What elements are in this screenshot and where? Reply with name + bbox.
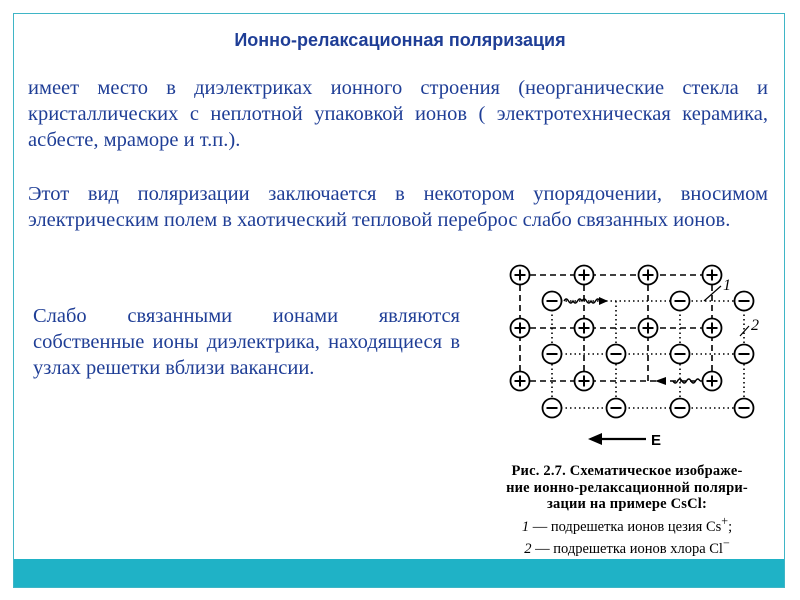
field-label-e: E	[651, 432, 662, 449]
anion-ion	[671, 345, 690, 364]
slide-title: Ионно-релаксационная поляризация	[234, 30, 566, 50]
paragraph-weak-ions: Слабо связанными ионами являются собственные ионы диэлектрика, находящиеся в узлах решетки вблизи вакансии.	[33, 305, 460, 379]
anion-ion	[607, 399, 626, 418]
lattice-ions	[511, 266, 754, 418]
cation-ion	[703, 372, 722, 391]
paragraph-mechanism: Этот вид поляризации заключается в некотором упорядочении, вносимом электрическим полем в хаотический тепловой переброс слабо связанных ионов.	[28, 183, 768, 231]
cation-ion	[511, 372, 530, 391]
cation-ion	[511, 266, 530, 285]
figure-caption	[478, 463, 776, 557]
cation-ion	[575, 372, 594, 391]
ion-jump-arrow-2	[673, 379, 700, 383]
cation-ion	[511, 319, 530, 338]
lattice-arrows	[564, 286, 749, 445]
cation-ion	[703, 266, 722, 285]
anion-ion	[735, 292, 754, 311]
cation-ion	[639, 266, 658, 285]
caption-item-1: 1 — подрешетка ионов цезия Cs+;	[521, 513, 733, 535]
anion-ion	[671, 399, 690, 418]
caption-item-2: 2 — подрешетка ионов хлора Cl−	[524, 535, 730, 557]
bottom-accent-bar	[14, 559, 784, 587]
cation-ion	[703, 319, 722, 338]
anion-ion	[735, 345, 754, 364]
anion-ion	[671, 292, 690, 311]
anion-ion	[735, 399, 754, 418]
anion-ion	[543, 399, 562, 418]
cation-ion	[575, 319, 594, 338]
anion-ion	[607, 345, 626, 364]
anion-ion	[543, 292, 562, 311]
label-sublattice-1: 1	[723, 277, 731, 294]
cation-ion	[639, 319, 658, 338]
cation-ion	[575, 266, 594, 285]
caption-line-1: Рис. 2.7. Схематическое изображе-	[511, 463, 743, 479]
label-sublattice-2: 2	[751, 317, 759, 334]
caption-line-3: зации на примере CsCl:	[546, 496, 708, 512]
caption-line-2: ние ионно-релаксационной поляри-	[506, 479, 748, 496]
anion-ion	[543, 345, 562, 364]
paragraph-definition: имеет место в диэлектриках ионного строения (неорганические стекла и кристаллических с неплотной упаковкой ионов ( электротехническая керамика, асбесте, мраморе и т.п.).	[28, 77, 768, 151]
ion-jump-arrow-1	[564, 299, 600, 303]
